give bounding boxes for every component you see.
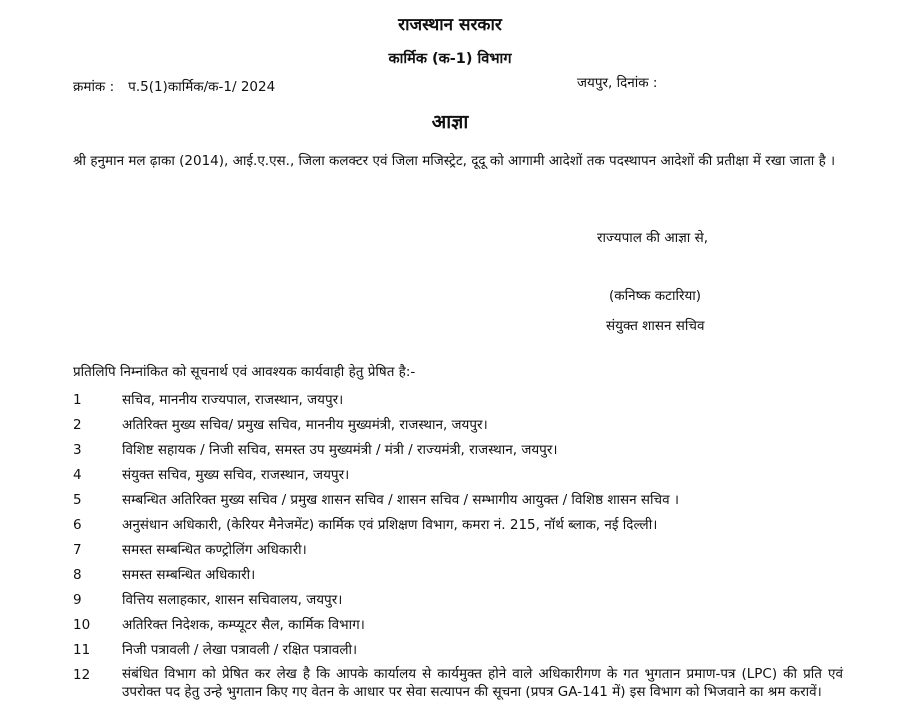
signatory-name: (कनिष्क कटारिया): [609, 288, 702, 304]
reference-line: [73, 77, 275, 95]
list-item: [73, 590, 843, 615]
order-title: आज्ञा: [431, 111, 469, 133]
list-item-text: अनुसंधान अधिकारी, (केरियर मैनेजमेंट) कार्मिक एवं प्रशिक्षण विभाग, कमरा नं. 215, नॉर्थ ब्लाक, नई दिल्ली।: [122, 517, 658, 533]
list-item: [73, 415, 843, 440]
list-item-text: सम्बन्धित अतिरिक्त मुख्य सचिव / प्रमुख शासन सचिव / शासन सचिव / सम्भागीय आयुक्त / विशिष्ठ शासन सचिव ।: [122, 492, 680, 508]
list-item-number: 9: [73, 592, 82, 608]
list-item-number: 4: [73, 467, 82, 483]
list-item-text: वित्तिय सलाहकार, शासन सचिवालय, जयपुर।: [122, 592, 343, 608]
list-item-text: समस्त सम्बन्धित कण्ट्रोलिंग अधिकारी।: [122, 542, 307, 558]
list-item-text: अतिरिक्त निदेशक, कम्प्यूटर सैल, कार्मिक विभाग।: [122, 617, 365, 633]
list-item: [73, 565, 843, 590]
list-item: [73, 615, 843, 640]
signatory-designation: संयुक्त शासन सचिव: [606, 318, 705, 334]
list-item-number: 5: [73, 492, 82, 508]
list-item-number: 12: [73, 667, 91, 683]
list-item: [73, 440, 843, 465]
list-item: [73, 490, 843, 515]
list-item: [73, 515, 843, 540]
list-item: [73, 665, 843, 701]
copy-to-intro: प्रतिलिपि निम्नांकित को सूचनार्थ एवं आवश्यक कार्यवाही हेतु प्रेषित है:-: [73, 364, 416, 380]
list-item-number: 8: [73, 567, 82, 583]
department-heading: कार्मिक (क-1) विभाग: [388, 51, 512, 67]
list-item-text: संयुक्त सचिव, मुख्य सचिव, राजस्थान, जयपुर।: [122, 467, 350, 483]
list-item: [73, 390, 843, 415]
by-order-line: राज्यपाल की आज्ञा से,: [597, 230, 708, 246]
government-heading: राजस्थान सरकार: [398, 15, 502, 35]
list-item-number: 6: [73, 517, 82, 533]
place-date: जयपुर, दिनांक :: [577, 75, 658, 91]
list-item-number: 2: [73, 417, 82, 433]
reference-number: प.5(1)कार्मिक/क-1/ 2024: [128, 79, 276, 95]
list-item: [73, 465, 843, 490]
list-item-text: निजी पत्रावली / लेखा पत्रावली / रक्षित पत्रावली।: [122, 642, 358, 658]
list-item-number: 11: [73, 642, 91, 658]
list-item-number: 3: [73, 442, 82, 458]
list-item-text: विशिष्ट सहायक / निजी सचिव, समस्त उप मुख्यमंत्री / मंत्री / राज्यमंत्री, राजस्थान, जयपुर।: [122, 442, 558, 458]
list-item-number: 1: [73, 392, 82, 408]
order-body: श्री हनुमान मल ढ़ाका (2014), आई.ए.एस., जिला कलक्टर एवं जिला मजिस्ट्रेट, दूदू को आगामी आदेशों तक पदस्थापन आदेशों की प्रतीक्षा में रखा जाता है ।: [73, 153, 836, 169]
list-item-text: समस्त सम्बन्धित अधिकारी।: [122, 567, 256, 583]
list-item: [73, 640, 843, 665]
list-item-text: सचिव, माननीय राज्यपाल, राजस्थान, जयपुर।: [122, 392, 344, 408]
list-item-text: अतिरिक्त मुख्य सचिव/ प्रमुख सचिव, माननीय मुख्यमंत्री, राजस्थान, जयपुर।: [122, 417, 488, 433]
copy-to-list: [73, 390, 843, 701]
list-item-text: संबंधित विभाग को प्रेषित कर लेख है कि आपके कार्यालय से कार्यमुक्त होने वाले अधिकारीगण के गत भुगतान प्रमाण-पत्र (LPC) की प्रति एवं उपरोक्त पद हेतु उन्हे भुगतान किए गए वेतन के आधार पर सेवा सत्यापन की सूचना (प्रपत्र GA-141 में) इस विभाग को भिजवाने का श्रम करावें।: [122, 666, 843, 700]
list-item-number: 10: [73, 617, 91, 633]
list-item-number: 7: [73, 542, 82, 558]
reference-label: क्रमांक :: [73, 79, 115, 95]
list-item: [73, 540, 843, 565]
